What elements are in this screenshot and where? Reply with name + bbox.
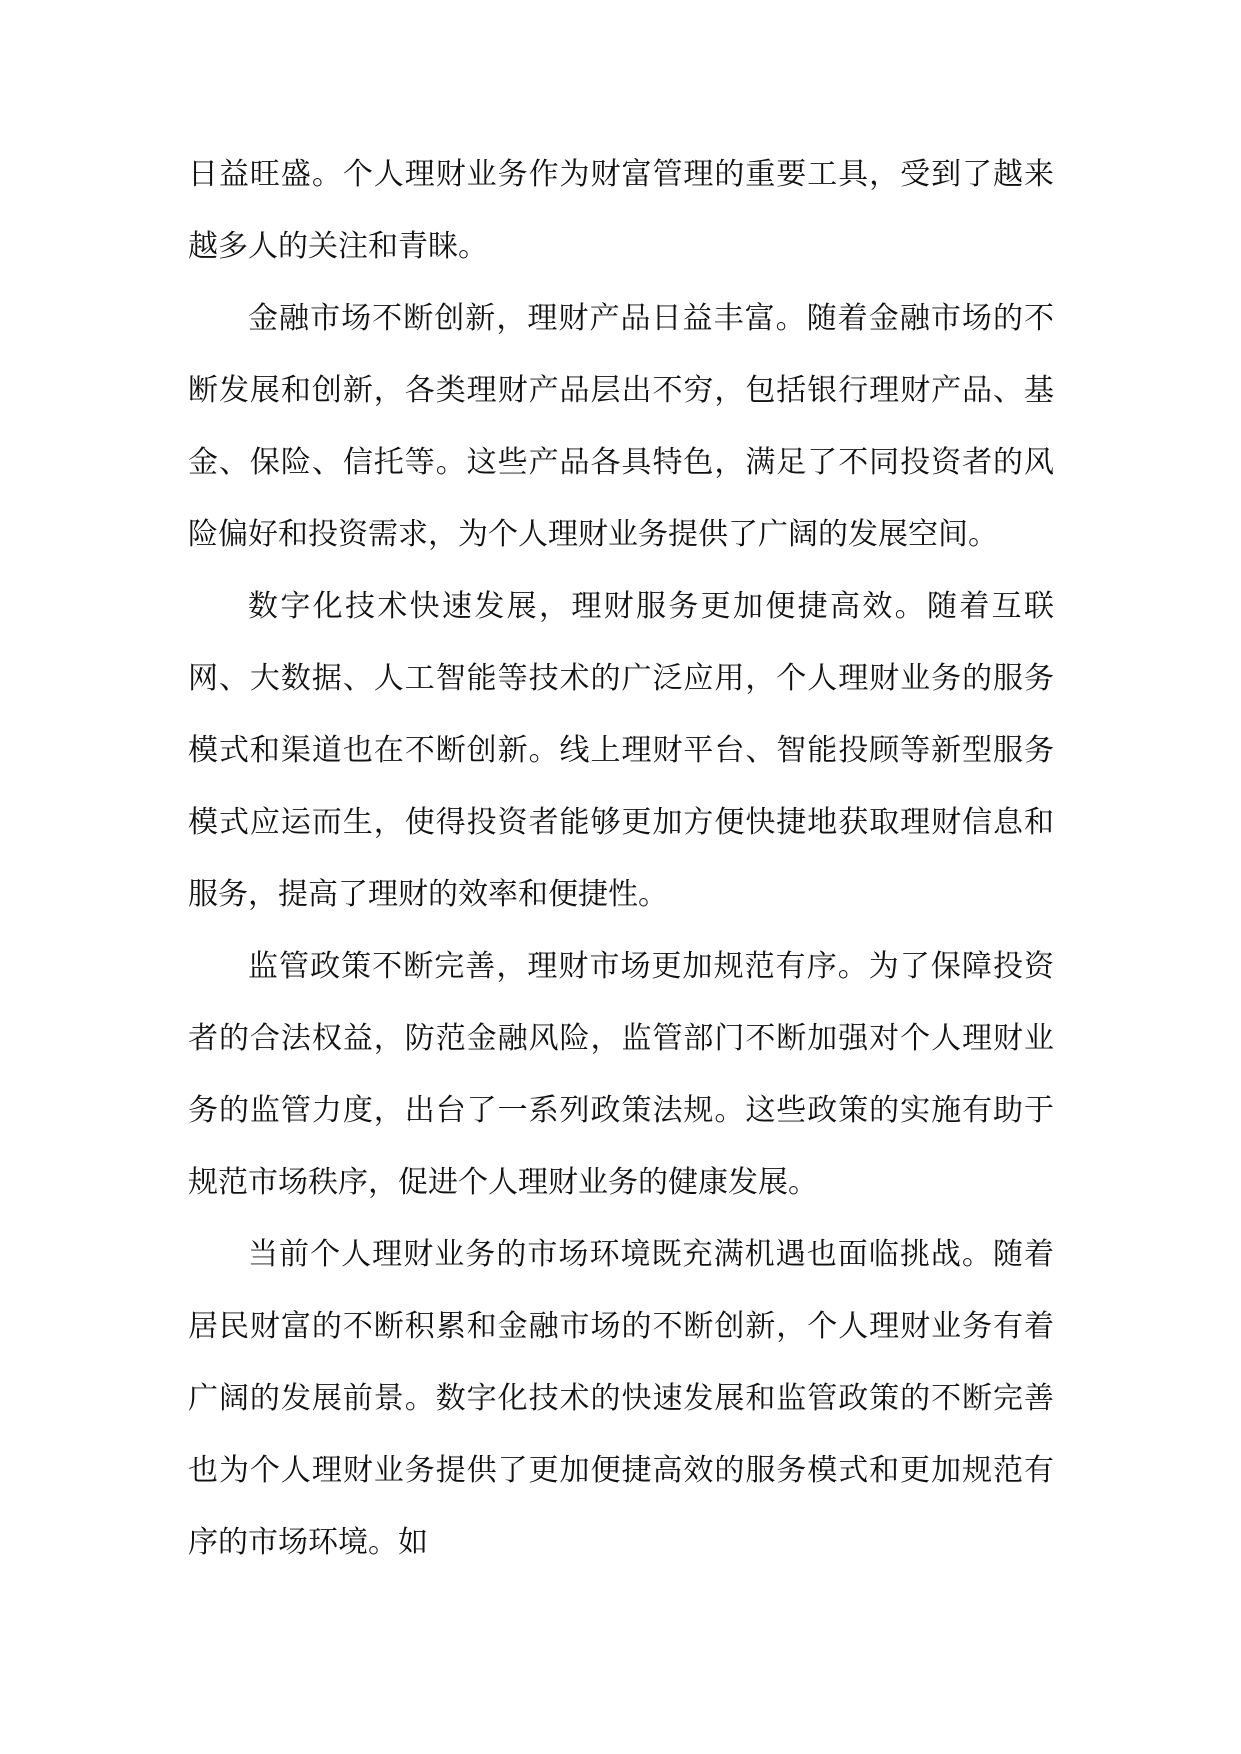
paragraph-financial-market-innovation: 金融市场不断创新，理财产品日益丰富。随着金融市场的不断发展和创新，各类理财产品层出不穷，包括银行理财产品、基金、保险、信托等。这些产品各具特色，满足了不同投资者的风险偏好和投资需求，为个人理财业务提供了广阔的发展空间。 [188,301,1054,552]
paragraph-continuation: 日益旺盛。个人理财业务作为财富管理的重要工具，受到了越来越多人的关注和青睐。 [188,157,1054,264]
paragraph-digital-technology: 数字化技术快速发展，理财服务更加便捷高效。随着互联网、大数据、人工智能等技术的广泛应用，个人理财业务的服务模式和渠道也在不断创新。线上理财平台、智能投顾等新型服务模式应运而生，使得投资者能够更加方便快捷地获取理财信息和服务，提高了理财的效率和便捷性。 [188,589,1054,912]
body-text [188,139,1054,1579]
paragraph-regulatory-policy: 监管政策不断完善，理财市场更加规范有序。为了保障投资者的合法权益，防范金融风险，监管部门不断加强对个人理财业务的监管力度，出台了一系列政策法规。这些政策的实施有助于规范市场秩序，促进个人理财业务的健康发展。 [188,949,1054,1200]
paragraph-market-environment: 当前个人理财业务的市场环境既充满机遇也面临挑战。随着居民财富的不断积累和金融市场的不断创新，个人理财业务有着广阔的发展前景。数字化技术的快速发展和监管政策的不断完善也为个人理财业务提供了更加便捷高效的服务模式和更加规范有序的市场环境。如 [188,1237,1054,1560]
